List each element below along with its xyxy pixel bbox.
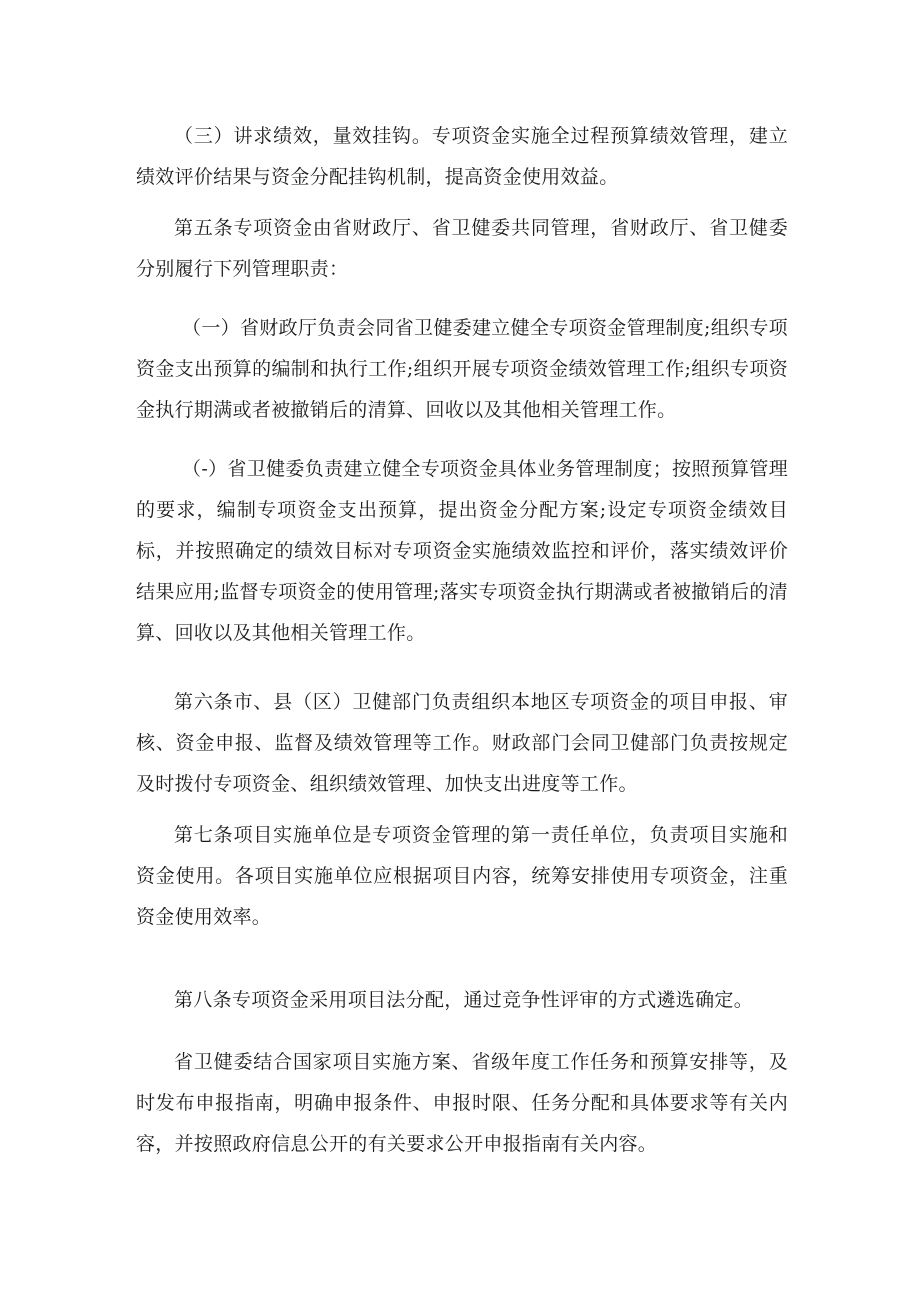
- paragraph-application-guide: 省卫健委结合国家项目实施方案、省级年度工作任务和预算安排等，及时发布申报指南，明确申报条件、申报时限、任务分配和具体要求等有关内容，并按照政府信息公开的有关要求公开申报指南有关内容。: [136, 1051, 788, 1155]
- paragraph-article-seven: 第七条项目实施单位是专项资金管理的第一责任单位，负责项目实施和资金使用。各项目实施单位应根据项目内容，统筹安排使用专项资金，注重资金使用效率。: [136, 824, 788, 928]
- paragraph-finance-dept-duties: （一）省财政厅负责会同省卫健委建立健全专项资金管理制度;组织专项资金支出预算的编制和执行工作;组织开展专项资金绩效管理工作;组织专项资金执行期满或者被撤销后的清算、回收以及其他相关管理工作。: [136, 317, 788, 421]
- paragraph-article-eight: 第八条专项资金采用项目法分配，通过竞争性评审的方式遴选确定。: [174, 989, 754, 1011]
- paragraph-article-five: 第五条专项资金由省财政厅、省卫健委共同管理，省财政厅、省卫健委分别履行下列管理职责：: [136, 217, 788, 280]
- paragraph-article-six: 第六条市、县（区）卫健部门负责组织本地区专项资金的项目申报、审核、资金申报、监督及绩效管理等工作。财政部门会同卫健部门负责按规定及时拨付专项资金、组织绩效管理、加快支出进度等工作。: [136, 691, 788, 795]
- paragraph-item-three-performance: （三）讲求绩效，量效挂钩。专项资金实施全过程预算绩效管理，建立绩效评价结果与资金分配挂钩机制，提高资金使用效益。: [136, 125, 788, 188]
- paragraph-health-commission-duties: （-）省卫健委负责建立健全专项资金具体业务管理制度；按照预算管理的要求，编制专项资金支出预算，提出资金分配方案;设定专项资金绩效目标，并按照确定的绩效目标对专项资金实施绩效监控和评价，落实绩效评价结果应用;监督专项资金的使用管理;落实专项资金执行期满或者被撤销后的清算、回收以及其他相关管理工作。: [136, 458, 788, 644]
